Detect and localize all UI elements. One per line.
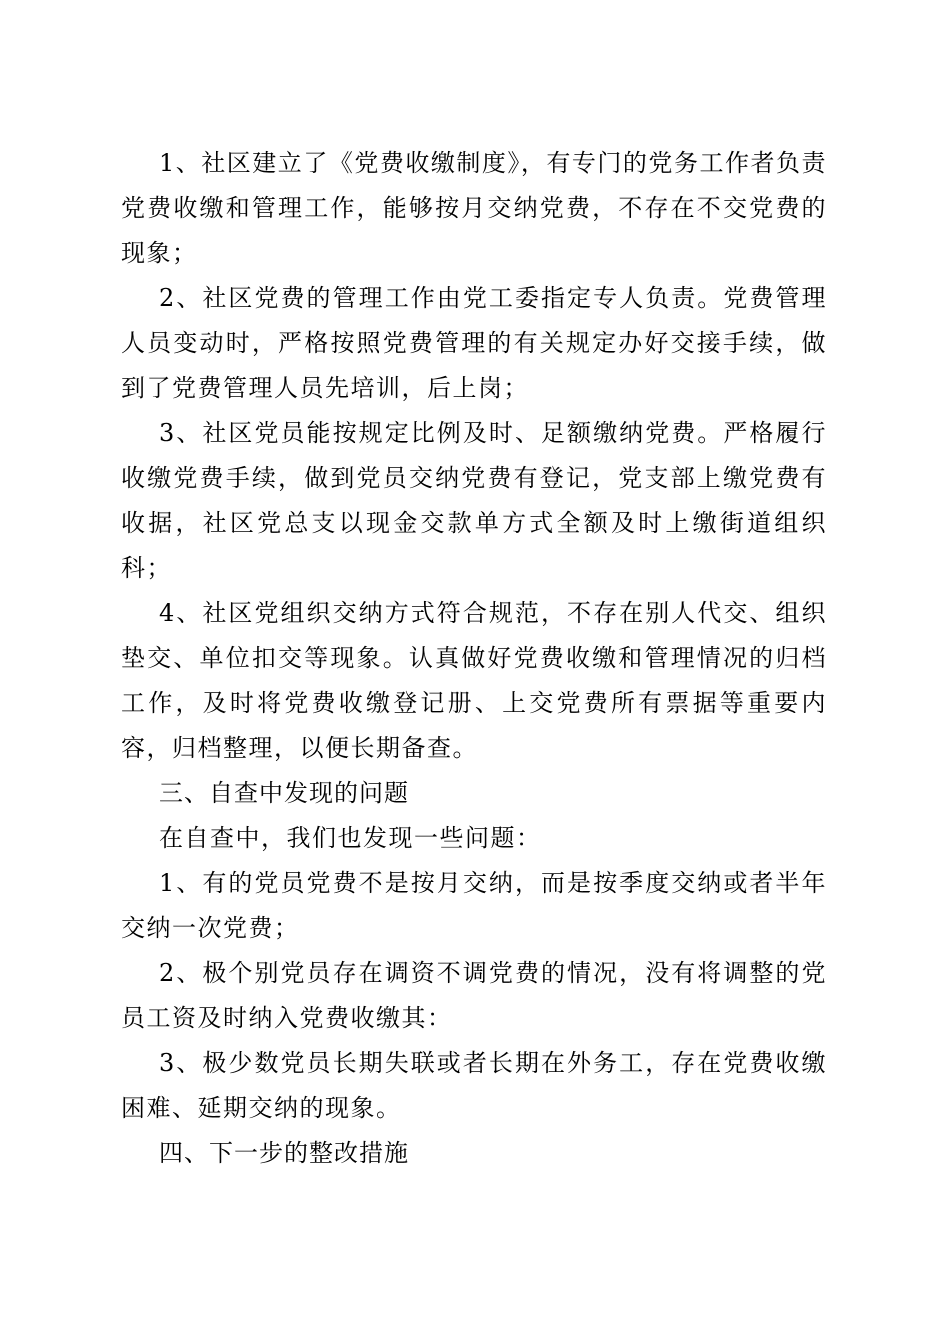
paragraph-fee-system: 1、社区建立了《党费收缴制度》，有专门的党务工作者负责党费收缴和管理工作，能够按月交纳党费，不存在不交党费的现象； [121,149,827,267]
document-body [121,141,827,1176]
paragraph-payment-method: 4、社区党组织交纳方式符合规范，不存在别人代交、组织垫交、单位扣交等现象。认真做好党费收缴和管理情况的归档工作，及时将党费收缴登记册、上交党费所有票据等重要内容，归档整理，以便长期备查。 [121,599,827,762]
problem-item: 3、极少数党员长期失联或者长期在外务工，存在党费收缴困难、延期交纳的现象。 [121,1049,827,1122]
problem-item: 1、有的党员党费不是按月交纳，而是按季度交纳或者半年交纳一次党费； [121,869,827,942]
section-heading-rectification: 四、下一步的整改措施 [159,1139,409,1167]
problems-intro: 在自查中，我们也发现一些问题： [159,824,542,852]
section-heading-problems: 三、自查中发现的问题 [159,779,409,807]
paragraph-fee-management: 2、社区党费的管理工作由党工委指定专人负责。党费管理人员变动时，严格按照党费管理的有关规定办好交接手续，做到了党费管理人员先培训，后上岗； [121,284,827,402]
problem-item: 2、极个别党员存在调资不调党费的情况，没有将调整的党员工资及时纳入党费收缴其： [121,959,827,1032]
paragraph-fee-payment: 3、社区党员能按规定比例及时、足额缴纳党费。严格履行收缴党费手续，做到党员交纳党费有登记，党支部上缴党费有收据，社区党总支以现金交款单方式全额及时上缴街道组织科； [121,419,827,582]
